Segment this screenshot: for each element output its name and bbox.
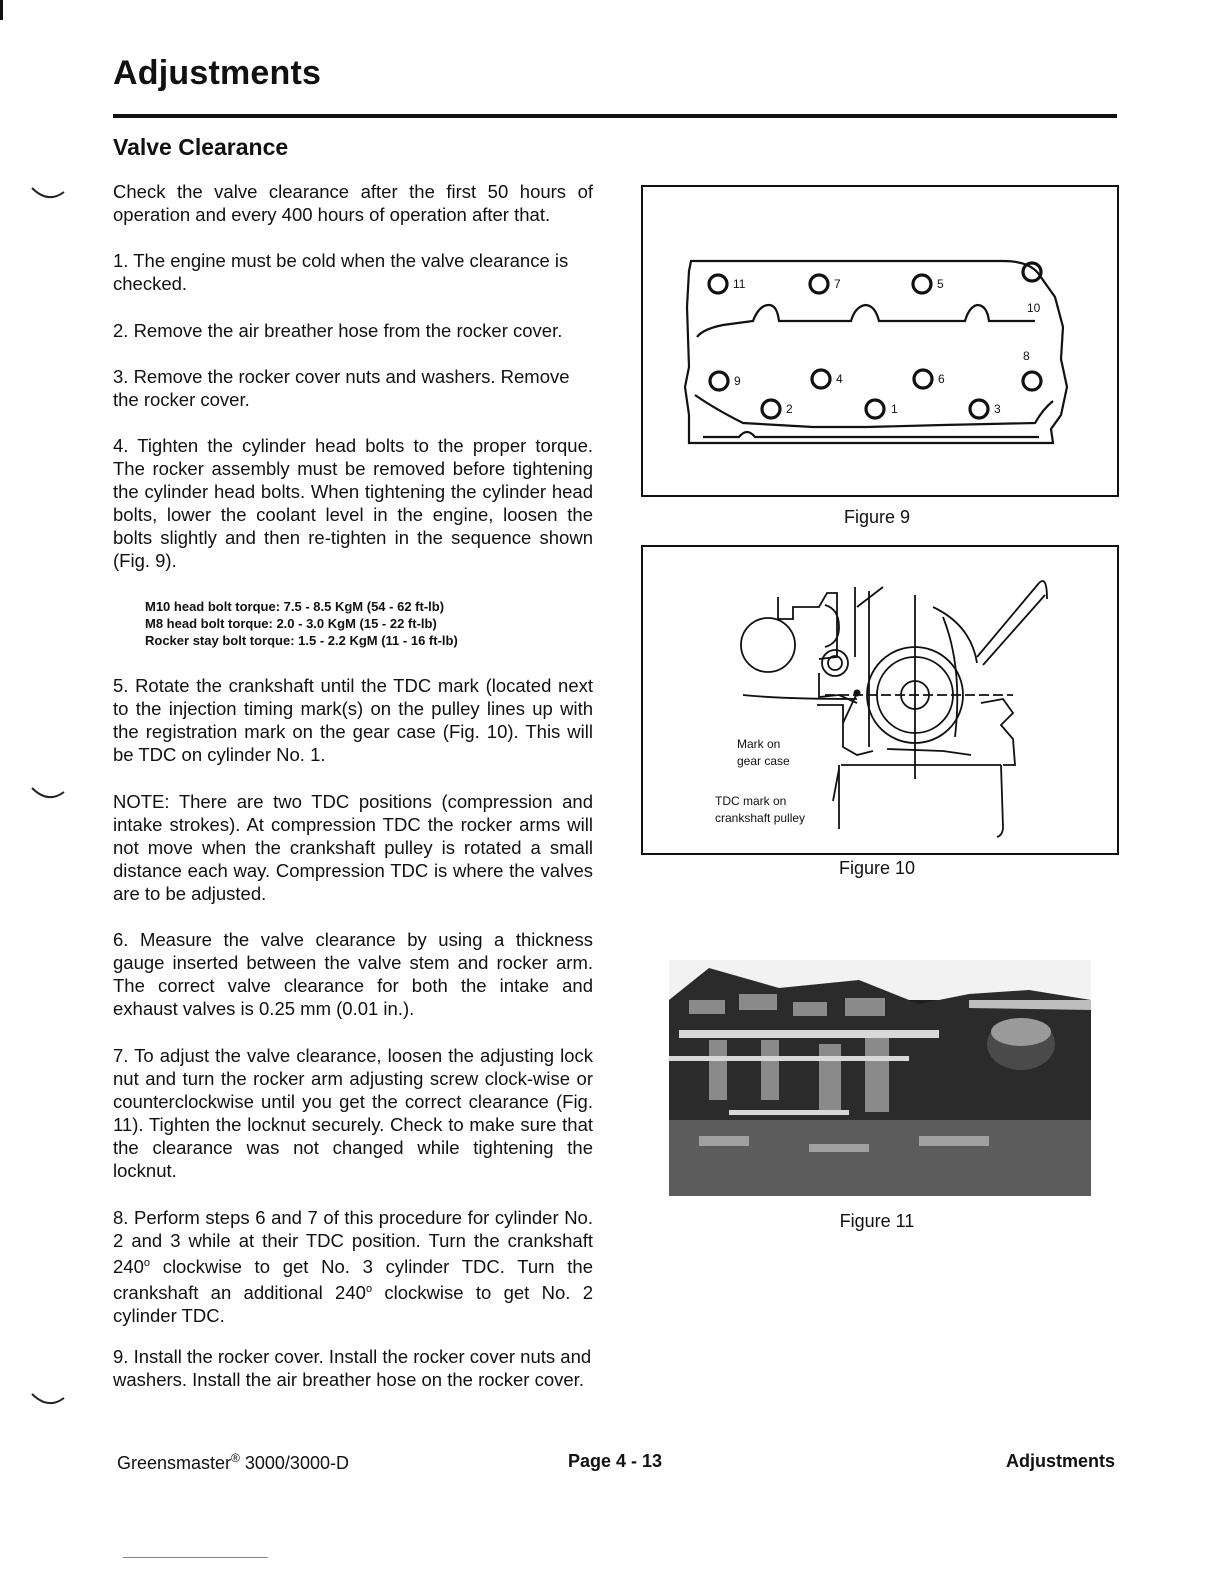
label-tdc-mark-on: TDC mark on — [715, 794, 787, 808]
figure-9-frame — [641, 185, 1119, 497]
figure-10-frame — [641, 545, 1119, 855]
step-2: 2. Remove the air breather hose from the rocker cover. — [113, 320, 563, 341]
section-title: Valve Clearance — [113, 134, 289, 160]
bolt-3 — [970, 400, 988, 418]
crankshaft-pulley-diagram — [643, 547, 1117, 853]
bolt-label-1: 1 — [891, 402, 898, 416]
footer-page-number: Page 4 - 13 — [568, 1451, 663, 1471]
bolt-label-9: 9 — [734, 374, 741, 388]
step-6: 6. Measure the valve clearance by using a thickness gauge inserted between the valve stem and rocker arm. The correct valve clearance for both the intake and exhaust valves is 0.25 mm (0.01 in.). — [113, 929, 593, 1019]
page-title: Adjustments — [113, 54, 322, 92]
bolt-6 — [914, 370, 932, 388]
binder-hole-mark — [30, 186, 66, 202]
note-paragraph: NOTE: There are two TDC positions (compression and intake strokes). At compression TDC the rocker arms will not move when the crankshaft pulley is rotated a small distance each way. Compression TDC is where the valves are to be adjusted. — [113, 791, 593, 904]
step-3: 3. Remove the rocker cover nuts and washers. Remove the rocker cover. — [113, 366, 570, 410]
step-9: 9. Install the rocker cover. Install the rocker cover nuts and washers. Install the air breather hose on the rocker cover. — [113, 1346, 592, 1390]
bolt-label-10: 10 — [1027, 301, 1041, 315]
footer-section: Adjustments — [1006, 1451, 1116, 1471]
torque-m8: M8 head bolt torque: 2.0 - 3.0 KgM (15 - 22 ft-lb) — [145, 616, 437, 631]
step-1: 1. The engine must be cold when the valve clearance is checked. — [113, 250, 569, 294]
bolt-9 — [710, 372, 728, 390]
bolt-label-2: 2 — [786, 402, 793, 416]
degree-sign: o — [365, 1283, 373, 1296]
footer-product: Greensmaster® 3000/3000-D — [117, 1451, 349, 1473]
bolt-1 — [866, 400, 884, 418]
step-8: 8. Perform steps 6 and 7 of this procedure for cylinder No. 2 and 3 while at their TDC position. Turn the crankshaft 240$^o$ clockwise to get No. 3 cylinder TDC. Turn the crankshaft an additional 240$^o$ clockwise to get No. 2 cylinder TDC. — [113, 1207, 593, 1327]
step-5: 5. Rotate the crankshaft until the TDC mark (located next to the injection timing mark(s) on the pulley lines up with the registration mark on the gear case (Fig. 10). This will be TDC on cylinder No. 1. — [113, 675, 593, 765]
label-crankshaft-pulley: crankshaft pulley — [715, 811, 806, 825]
step-4: 4. Tighten the cylinder head bolts to the proper torque. The rocker assembly must be removed before tightening the cylinder head bolts. When tightening the cylinder head bolts, lower the coolant level in the engine, loosen the bolts slightly and then re-tighten in the sequence shown (Fig. 9). — [113, 435, 593, 571]
torque-m10: M10 head bolt torque: 7.5 - 8.5 KgM (54 - 62 ft-lb) — [145, 599, 445, 614]
rocker-arm-photo — [669, 960, 1091, 1196]
scan-underline — [123, 1557, 268, 1558]
label-gear-case: gear case — [737, 754, 790, 768]
bolt-5 — [913, 275, 931, 293]
bolt-11 — [709, 275, 727, 293]
figure-11-photo — [669, 960, 1091, 1196]
bolt-2 — [762, 400, 780, 418]
title-rule — [113, 114, 1117, 118]
cylinder-head-bolt-diagram — [643, 187, 1117, 495]
bolt-8 — [1023, 372, 1041, 390]
scan-edge-mark — [0, 0, 3, 20]
intro-paragraph: Check the valve clearance after the first 50 hours of operation and every 400 hours of operation after that. — [113, 181, 593, 225]
torque-rocker-stay: Rocker stay bolt torque: 1.5 - 2.2 KgM (11 - 16 ft-lb) — [145, 633, 458, 648]
step-7: 7. To adjust the valve clearance, loosen the adjusting lock nut and turn the rocker arm adjusting screw clock-wise or counterclockwise until you get the correct clearance (Fig. 11). Tighten the locknut securely. Check to make sure that the clearance was not changed while tightening the locknut. — [113, 1045, 593, 1181]
bolt-label-5: 5 — [937, 277, 944, 291]
figure-9-caption: Figure 9 — [843, 507, 911, 527]
figure-11-caption: Figure 11 — [839, 1211, 915, 1231]
label-mark-on: Mark on — [737, 737, 781, 751]
bolt-label-3: 3 — [994, 402, 1001, 416]
figure-10-caption: Figure 10 — [838, 858, 916, 878]
registered-mark: ® — [231, 1451, 240, 1465]
bolt-label-11: 11 — [733, 277, 746, 291]
binder-hole-mark — [30, 786, 66, 802]
bolt-label-8: 8 — [1023, 349, 1030, 363]
bolt-7 — [810, 275, 828, 293]
bolt-4 — [812, 370, 830, 388]
degree-sign: o — [143, 1257, 150, 1269]
bolt-label-7: 7 — [834, 277, 841, 291]
bolt-label-6: 6 — [938, 372, 945, 386]
torque-specs — [145, 598, 585, 649]
bolt-label-4: 4 — [836, 372, 843, 386]
binder-hole-mark — [30, 1392, 66, 1408]
